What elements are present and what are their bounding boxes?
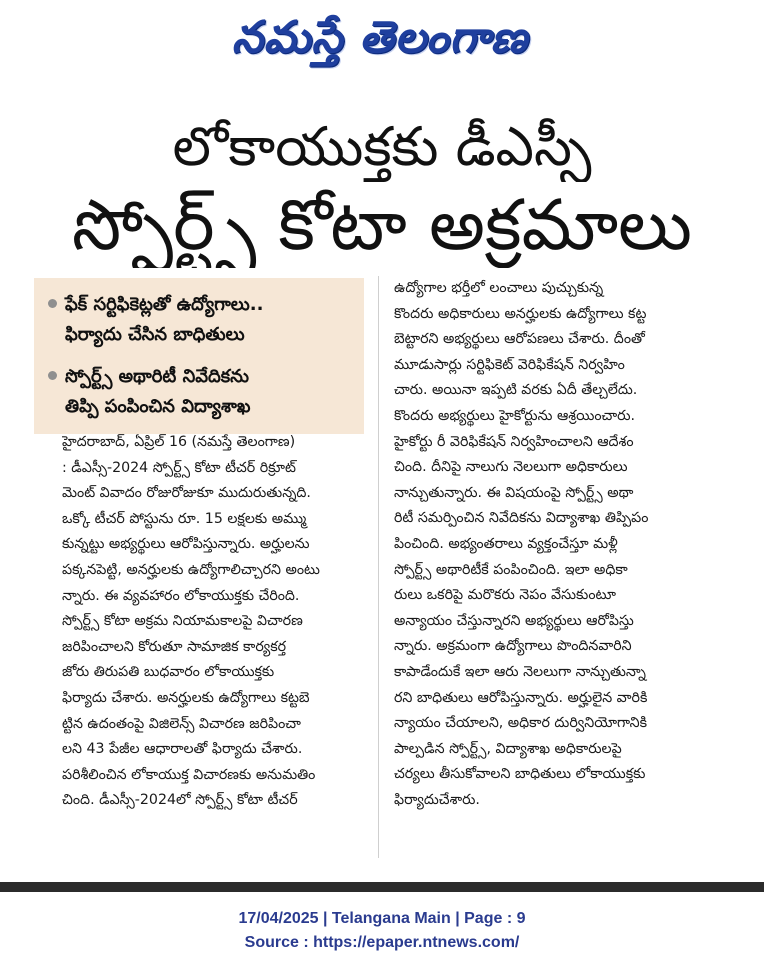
highlight-box	[34, 278, 364, 434]
newspaper-masthead-logo: నమస్తే తెలంగాణ	[231, 14, 529, 63]
headline-line-1: లోకాయుక్తకు డీఎస్సీ	[172, 115, 592, 178]
article-column-left: హైదరాబాద్, ఏప్రిల్ 16 (నమస్తే తెలంగాణ) : డీఎస్సీ-2024 స్పోర్ట్స్ కోటా టీచర్ రిక్రూట్ మెంట్ వివాదం రోజురోజుకూ ముదురుతున్నది. ఒక్కో టీచర్ పోస్టును రూ. 15 లక్షలకు అమ్ము కున్నట్టు అభ్యర్థులు ఆరోపిస్తున్నారు. అర్హులను పక్కనపెట్టి, అనర్హులకు ఉద్యోగాలిచ్చారని అంటు న్నారు. ఈ వ్యవహారం లోకాయుక్తకు చేరింది. స్పోర్ట్స్ కోటా అక్రమ నియామకాలపై విచారణ జరిపించాలని కోరుతూ సామాజిక కార్యకర్త జోరు తిరుపతి బుధవారం లోకాయుక్తకు ఫిర్యాదు చేశారు. అనర్హులకు ఉద్యోగాలు కట్టబె ట్టిన ఉదంతంపై విజిలెన్స్ విచారణ జరిపించా లని 43 పేజీల ఆధారాలతో ఫిర్యాదు చేశారు. పరిశీలించిన లోకాయుక్త విచారణకు అనుమతిం చింది. డీఎస్సీ-2024లో స్పోర్ట్స్ కోటా టీచర్	[62, 434, 320, 809]
bullet-icon	[48, 371, 57, 380]
highlight-text: ఫేక్ సర్టిఫికెట్లతో ఉద్యోగాలు.. ఫిర్యాదు చేసిన బాధితులు	[65, 294, 264, 345]
highlight-text: స్పోర్ట్స్ అథారిటీ నివేదికను తిప్పి పంపించిన విద్యాశాఖ	[65, 366, 251, 417]
highlight-item	[48, 362, 354, 422]
highlight-item	[48, 290, 354, 350]
bullet-icon	[48, 299, 57, 308]
footer-source: Source : https://epaper.ntnews.com/	[244, 934, 520, 951]
footer-date-edition: 17/04/2025 | Telangana Main | Page : 9	[238, 910, 526, 927]
column-divider	[378, 276, 379, 858]
headline-line-2: స్పోర్ట్స్ కోటా అక్రమాలు	[72, 184, 692, 266]
bottom-rule	[0, 882, 764, 892]
article-column-right: ఉద్యోగాల భర్తీలో లంచాలు పుచ్చుకున్న కొందరు అధికారులు అనర్హులకు ఉద్యోగాలు కట్ట బెట్టారని అభ్యర్థులు ఆరోపణలు చేశారు. దీంతో మూడుసార్లు సర్టిఫికెట్ వెరిఫికేషన్ నిర్వహిం చారు. అయినా ఇప్పటి వరకు ఏదీ తేల్చలేదు. కొందరు అభ్యర్థులు హైకోర్టును ఆశ్రయించారు. హైకోర్టు రీ వెరిఫికేషన్ నిర్వహించాలని ఆదేశం చింది. దీనిపై నాలుగు నెలలుగా అధికారులు నాన్చుతున్నారు. ఈ విషయంపై స్పోర్ట్స్ అథా రిటీ సమర్పించిన నివేదికను విద్యాశాఖ తిప్పిపం పించింది. అభ్యంతరాలు వ్యక్తంచేస్తూ మళ్లీ స్పోర్ట్స్ అథారిటీకే పంపించింది. ఇలా అధికా రులు ఒకరిపై మరొకరు నెపం వేసుకుంటూ అన్యాయం చేస్తున్నారని అభ్యర్థులు ఆరోపిస్తు న్నారు. అక్రమంగా ఉద్యోగాలు పొందినవారిని కాపాడేందుకే ఇలా ఆరు నెలలుగా నాన్చుతున్నా రని బాధితులు ఆరోపిస్తున్నారు. అర్హులైన వారికి న్యాయం చేయాలని, అధికార దుర్వినియోగానికి పాల్పడిన స్పోర్ట్స్, విద్యాశాఖ అధికారులపై చర్యలు తీసుకోవాలని బాధితులు లోకాయుక్తకు ఫిర్యాదుచేశారు.	[394, 280, 649, 808]
